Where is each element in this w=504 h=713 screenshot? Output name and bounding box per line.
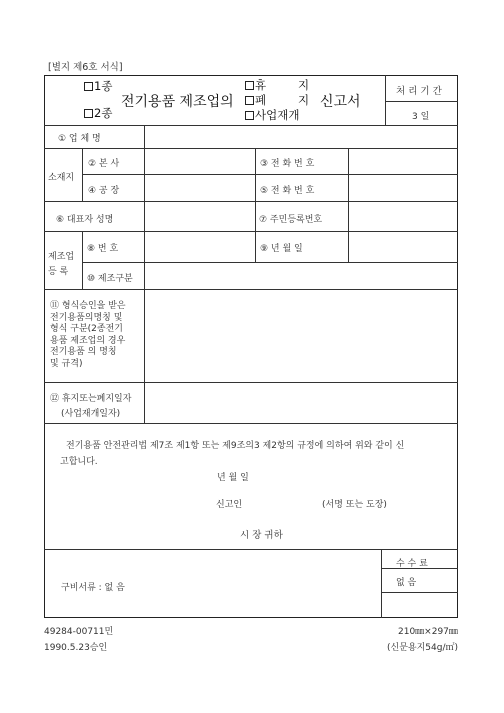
rule-fee-bottom [381,592,458,593]
checkbox-icon [245,111,254,120]
status-option-3: 사업재개 [245,107,299,123]
rule-rep [44,231,458,232]
reg-date-label: ⑨ 년 월 일 [260,244,303,254]
declaration-text-1: 전기용품 안전관리법 제7조 제1항 또는 제9조의3 제2항의 규정에 의하여 위와 같이 신 [66,441,405,451]
type-option-2: 2종 [84,105,112,121]
status-option-2: 폐 [245,92,266,108]
rule-location-bottom [44,201,458,202]
paper-type: (신문용지54g/㎡) [387,643,458,653]
recipient: 시 장 귀하 [240,530,283,541]
rule-reg-bottom [44,289,458,290]
processing-period-value: 3 일 [412,112,430,122]
phone1-label: ③ 전 화 번 호 [260,159,315,169]
rule-mid-col-a [255,148,256,201]
required-documents: 구비서류 : 없 음 [61,583,125,593]
paper-size: 210㎜×297㎜ [398,627,458,637]
rule-location-mid [82,174,458,175]
checkbox-icon [84,82,93,91]
checkbox-icon [84,109,93,118]
signature-label: (서명 또는 도장) [322,500,387,510]
form-title: 전기용품 제조업의 [121,94,234,110]
fee-label: 수 수 료 [396,559,428,569]
rule-header-bottom [44,125,458,126]
phone2-label: ⑤ 전 화 번 호 [260,186,315,196]
rule-reg-mid [82,262,458,263]
rule-closure [44,423,458,424]
form-number: 49284-00711민 [44,627,114,637]
company-name-label: ① 업 체 명 [58,134,101,144]
location-label: 소재지 [48,173,75,183]
processing-period-label: 처 리 기 간 [396,86,442,97]
closure-date-label-1: ⑫ 휴지또는폐지일자 [50,394,132,404]
rule-group-col-b [82,231,83,289]
rule-period-left [385,75,386,125]
rule-value-col-b [348,201,349,262]
type-option-1: 1종 [84,78,112,94]
fee-value: 없 음 [396,578,417,588]
head-office-label: ② 본 사 [88,159,120,169]
rule-period-split [385,101,458,102]
declaration-date: 년 월 일 [217,473,249,483]
rule-label-col [144,125,145,423]
rule-company [44,148,458,149]
approval-label: ⑪ 형식승인을 받은 전기용품의명칭 및 형식 구분(2종전기 용품 제조업의 경우 전기용품 의 명칭 및 규격) [50,301,126,369]
rule-approval [44,382,458,383]
closure-date-label-2: (사업재개일자) [61,409,121,419]
factory-label: ④ 공 장 [88,186,120,196]
checkbox-icon [245,96,254,105]
resident-no-label: ⑦ 주민등록번호 [259,215,323,225]
rule-fee-left [381,549,382,618]
mfg-reg-label-1: 제조업 [48,252,75,262]
approval-date: 1990.5.23승인 [44,643,108,653]
reg-number-label: ⑧ 번 호 [87,244,119,254]
applicant-label: 신고인 [216,500,243,510]
form-code: [별지 제6호 서식] [48,62,123,73]
declaration-text-2: 고합니다. [60,457,98,467]
status-option-1: 휴 [245,77,266,93]
rule-declaration [44,549,458,550]
mfg-category-label: ⑩ 제조구분 [87,274,133,284]
mfg-reg-label-2: 등 록 [48,267,69,277]
rule-mid-col-b [255,201,256,262]
form-title-suffix: 신고서 [320,94,361,110]
rep-name-label: ⑥ 대표자 성명 [56,215,114,225]
rule-group-col-a [82,148,83,201]
status-option-2-tail: 지 [298,93,310,107]
status-option-1-tail: 지 [298,78,310,92]
rule-value-col-a [348,148,349,201]
checkbox-icon [245,81,254,90]
